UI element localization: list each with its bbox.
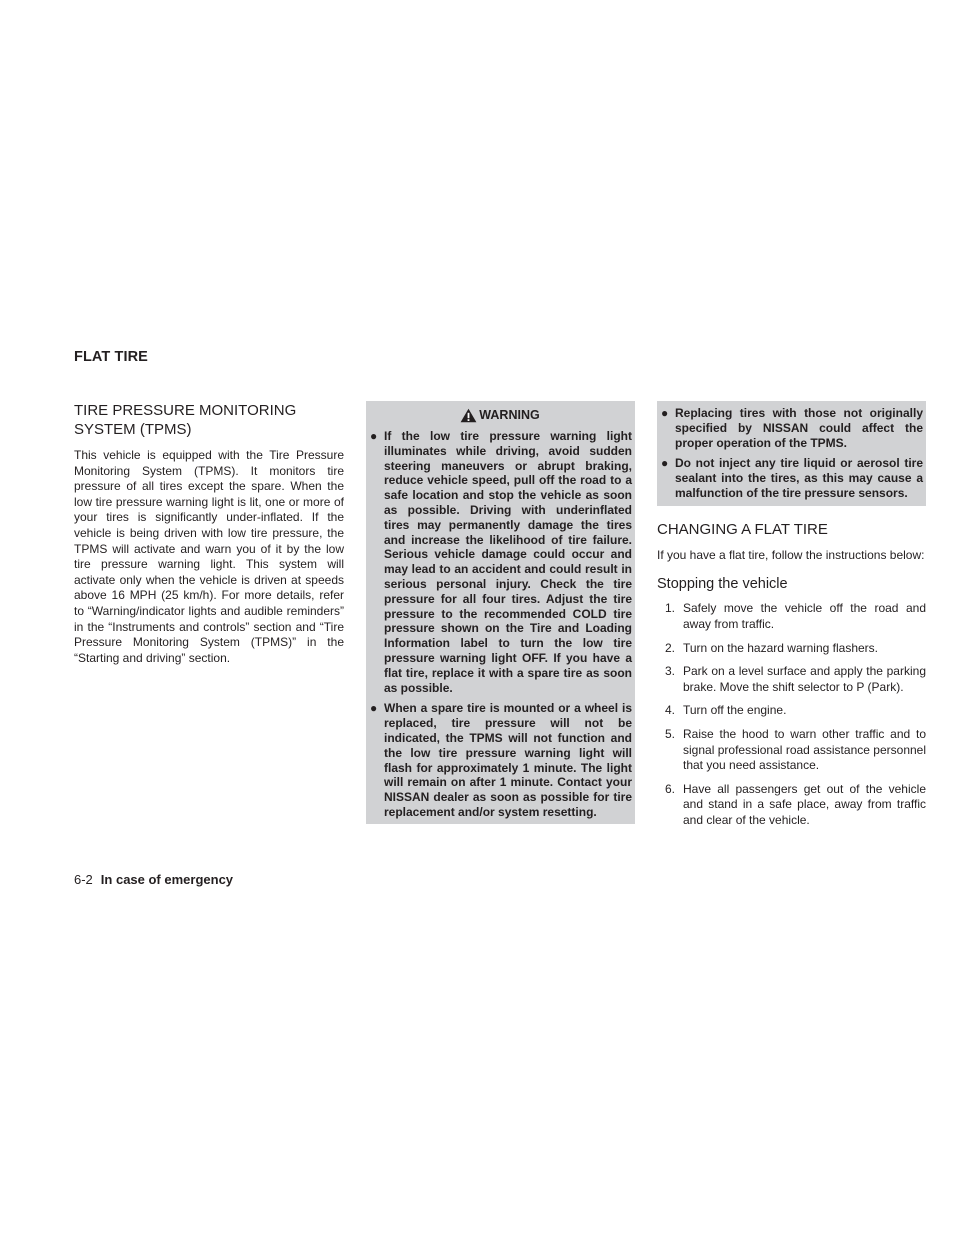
warning-list (368, 429, 632, 820)
warning-item-text: When a spare tire is mounted or a wheel is replaced, tire pressure will not be indicated, the TPMS will not function and the low tire pressure warning light will flash for approximately 1 minute. The light will remain on after 1 minute. Contact your NISSAN dealer as soon as possible for tire replacement and/or system resetting. (384, 701, 632, 819)
step-text: Safely move the vehicle off the road and away from traffic. (683, 601, 926, 631)
step-item (657, 703, 926, 719)
step-text: Park on a level surface and apply the parking brake. Move the shift selector to P (Park). (683, 664, 926, 694)
chapter-title: In case of emergency (100, 872, 234, 887)
bullet-icon: ● (370, 429, 378, 443)
stopping-heading: Stopping the vehicle (657, 576, 788, 593)
page-number: 6-2 (74, 872, 93, 887)
step-text: Turn on the hazard warning flashers. (683, 640, 878, 655)
step-text: Turn off the engine. (683, 703, 787, 718)
section-title: FLAT TIRE (74, 349, 148, 365)
step-number: 3. (665, 664, 676, 679)
step-number: 4. (665, 703, 676, 718)
caution-item-text: Do not inject any tire liquid or aerosol tire sealant into the tires, as this may cause a malfunction of the tire pressure sensors. (675, 456, 923, 500)
column-tpms (74, 401, 344, 666)
step-item (657, 664, 926, 695)
tpms-heading: TIRE PRESSURE MONITORING SYSTEM (TPMS) (74, 402, 297, 438)
step-item (657, 641, 926, 657)
step-item (657, 601, 926, 632)
tpms-body: This vehicle is equipped with the Tire Pressure Monitoring System (TPMS). It monitors tire pressure of all tires except the spare. When the low tire pressure warning light is lit, one or more of your tires is significantly under-inflated. If the vehicle is being driven with low tire pressure, the TPMS will activate and warn you of it by the low tire pressure warning light. This system will activate only when the vehicle is driven at speeds above 16 MPH (25 km/h). For more details, refer to “Warning/indicator lights and audible reminders” in the “Instruments and controls” section and “Tire Pressure Monitoring System (TPMS)” in the “Starting and driving” section. (74, 448, 344, 665)
step-text: Raise the hood to warn other traffic and to signal professional road assistance personnel that you need assistance. (683, 726, 926, 773)
step-number: 6. (665, 781, 676, 796)
warning-item (368, 701, 632, 819)
warning-continued-box (657, 401, 926, 506)
column-changing (657, 401, 926, 837)
step-number: 5. (665, 726, 676, 741)
changing-heading: CHANGING A FLAT TIRE (657, 520, 828, 538)
page-footer (74, 872, 233, 887)
bullet-icon: ● (370, 701, 378, 716)
step-number: 1. (665, 601, 676, 616)
step-item (657, 782, 926, 829)
steps-list (657, 601, 926, 828)
column-warning (366, 401, 635, 824)
caution-item (659, 456, 923, 500)
warning-triangle-icon (460, 408, 477, 423)
bullet-icon: ● (661, 456, 669, 471)
bullet-icon: ● (661, 406, 669, 420)
changing-intro: If you have a flat tire, follow the instructions below: (657, 547, 925, 562)
caution-item (659, 406, 923, 450)
warning-header (368, 405, 632, 425)
warning-item-text: If the low tire pressure warning light illuminates while driving, avoid sudden steering maneuvers or abrupt braking, reduce vehicle speed, pull off the road to a safe location and stop the vehicle as soon as possible. Driving with underinflated tires may permanently damage the tires and increase the likelihood of tire failure. Serious vehicle damage could occur and may lead to an accident and could result in serious personal injury. Check the tire pressure for all four tires. Adjust the tire pressure to the recommended COLD tire pressure shown on the Tire and Loading Information label to turn the low tire pressure warning light OFF. If you have a flat tire, replace it with a spare tire as soon as possible. (384, 429, 632, 695)
step-item (657, 727, 926, 774)
caution-item-text: Replacing tires with those not originally specified by NISSAN could affect the proper operation of the TPMS. (675, 406, 923, 450)
step-number: 2. (665, 640, 676, 655)
step-text: Have all passengers get out of the vehicle and stand in a safe place, away from traffic and clear of the vehicle. (683, 781, 926, 827)
warning-item (368, 429, 632, 695)
caution-list (659, 406, 923, 501)
warning-box (366, 401, 635, 824)
warning-label: WARNING (479, 408, 540, 422)
